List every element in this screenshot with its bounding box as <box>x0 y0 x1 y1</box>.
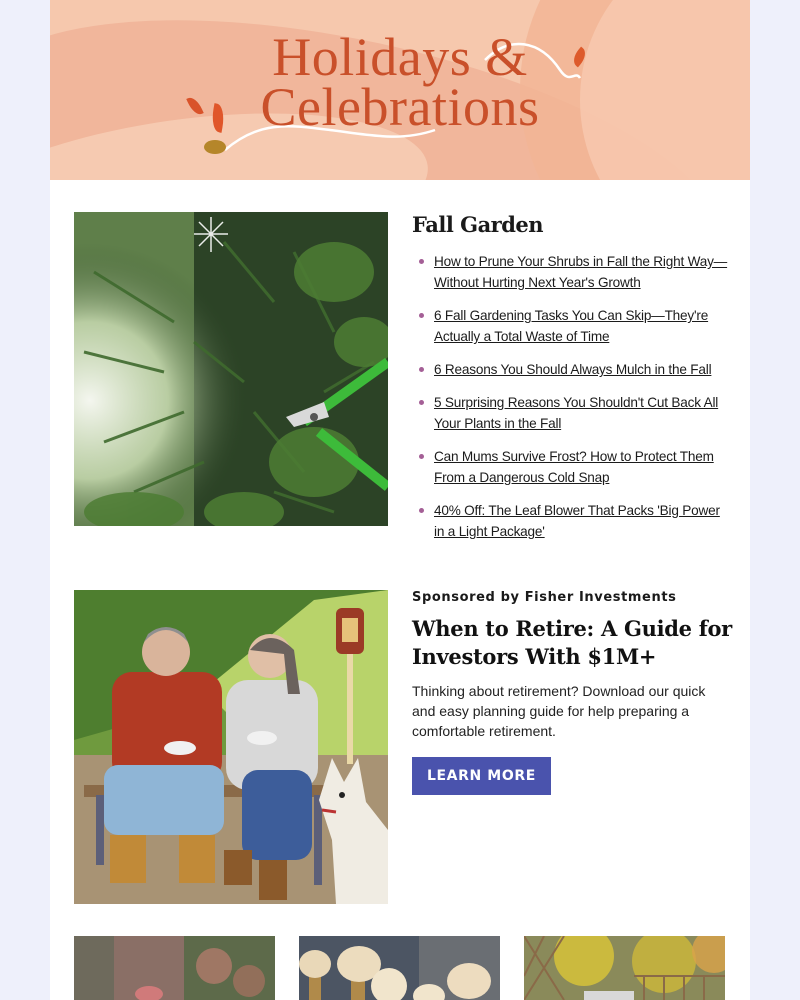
mushrooms-photo <box>299 936 500 1000</box>
article-link[interactable]: 40% Off: The Leaf Blower That Packs 'Big Power in a Light Package' <box>434 503 720 539</box>
bullet-icon <box>419 367 424 372</box>
banner-title <box>50 27 750 137</box>
ad-title[interactable]: When to Retire: A Guide for Investors With $1M+ <box>412 616 732 669</box>
banner-title-line1: Holidays & <box>272 27 528 87</box>
learn-more-button[interactable]: LEARN MORE <box>412 757 551 795</box>
thumbnail-gardener[interactable] <box>74 936 275 1000</box>
bullet-icon <box>419 454 424 459</box>
sponsored-content <box>412 590 732 795</box>
list-item <box>412 500 732 542</box>
bullet-icon <box>419 313 424 318</box>
fall-garden-heading: Fall Garden <box>412 212 544 237</box>
bullet-icon <box>419 259 424 264</box>
shrub-pruning-photo <box>74 212 388 526</box>
ad-body: Thinking about retirement? Download our quick and easy planning guide for help preparing a comfortable retirement. <box>412 683 706 739</box>
sponsored-section <box>74 590 732 906</box>
article-link[interactable]: Can Mums Survive Frost? How to Protect Them From a Dangerous Cold Snap <box>434 449 714 485</box>
article-link[interactable]: How to Prune Your Shrubs in Fall the Right Way—Without Hurting Next Year's Growth <box>434 254 728 290</box>
email-container <box>50 0 750 1000</box>
list-item <box>412 392 732 434</box>
leaf-icon <box>204 140 226 154</box>
list-item <box>412 446 732 488</box>
list-item <box>412 359 732 380</box>
article-link[interactable]: 6 Reasons You Should Always Mulch in the Fall <box>434 362 712 377</box>
thumbnail-row <box>74 936 726 1000</box>
list-item <box>412 251 732 293</box>
holidays-banner[interactable] <box>50 0 750 180</box>
list-item <box>412 305 732 347</box>
article-link[interactable]: 6 Fall Gardening Tasks You Can Skip—They're Actually a Total Waste of Time <box>434 308 709 344</box>
bullet-icon <box>419 400 424 405</box>
sponsor-label: Sponsored by Fisher Investments <box>412 590 677 605</box>
gardener-photo <box>74 936 275 1000</box>
fall-garden-image[interactable] <box>74 212 388 526</box>
thumbnail-autumn-garden[interactable] <box>524 936 725 1000</box>
bullet-icon <box>419 508 424 513</box>
fall-garden-content <box>412 212 732 554</box>
thumbnail-mushrooms[interactable] <box>299 936 500 1000</box>
fall-garden-link-list <box>412 251 732 542</box>
couple-illustration <box>74 590 388 904</box>
fall-garden-section <box>74 212 726 562</box>
banner-title-line2: Celebrations <box>260 77 540 137</box>
article-link[interactable]: 5 Surprising Reasons You Shouldn't Cut Back All Your Plants in the Fall <box>434 395 719 431</box>
autumn-garden-photo <box>524 936 725 1000</box>
sponsored-image[interactable] <box>74 590 388 904</box>
